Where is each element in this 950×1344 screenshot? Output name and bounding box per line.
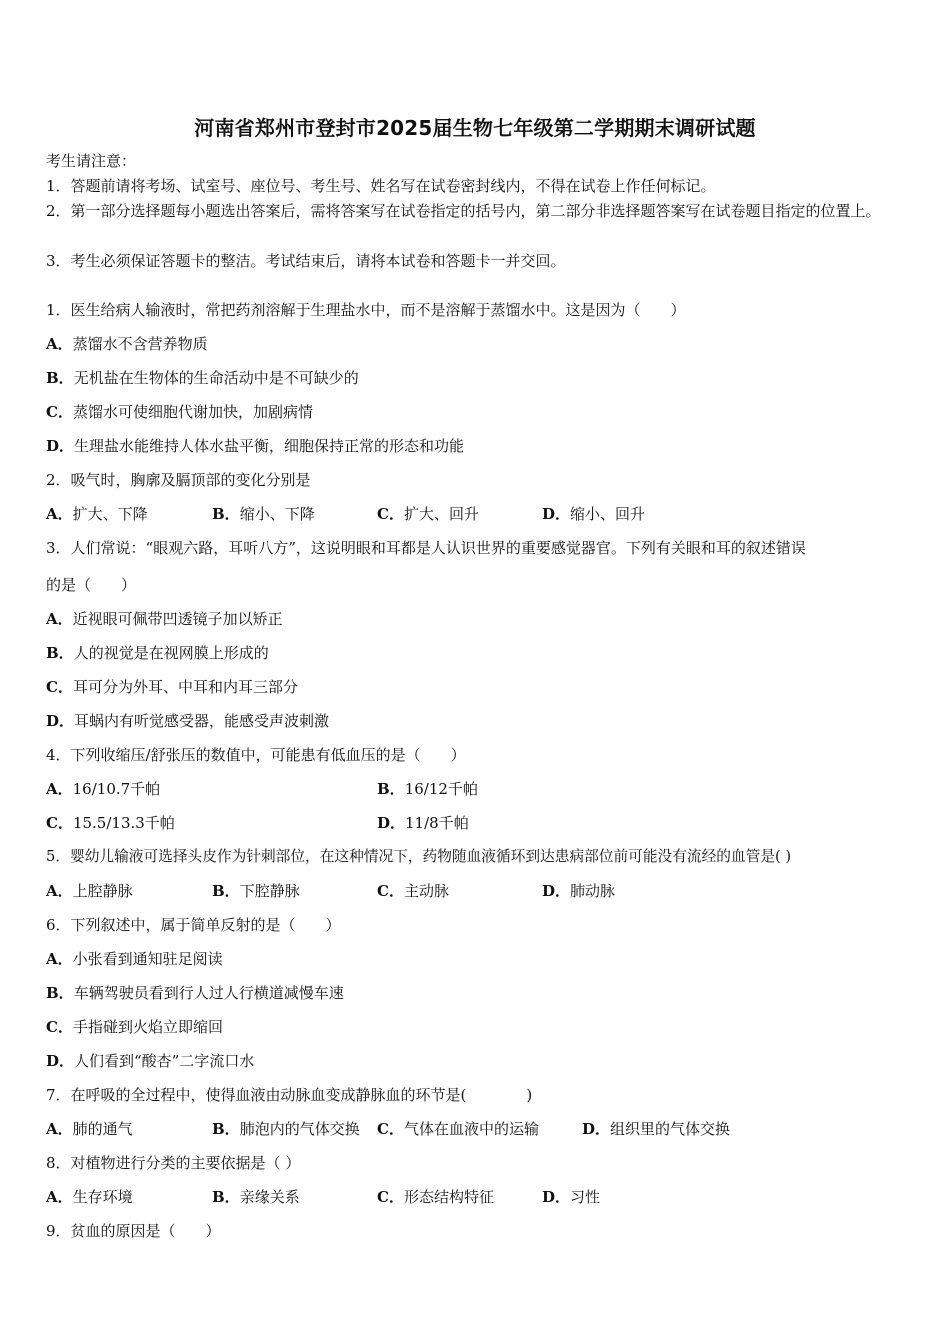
option-text: 扩大、回升: [403, 505, 479, 523]
option-label: A．: [46, 882, 73, 900]
option-text: 扩大、下降: [72, 505, 148, 523]
question-2-option-b: [212, 503, 315, 525]
option-text: 人们看到“酸杏”二字流口水: [74, 1052, 255, 1070]
option-label: B．: [46, 369, 74, 387]
option-label: C．: [377, 1120, 404, 1138]
option-text: 组织里的气体交换: [610, 1120, 731, 1138]
option-label: D．: [542, 505, 571, 523]
question-6-option-d: [46, 1050, 254, 1072]
option-text: 肺动脉: [570, 882, 616, 900]
option-label: B．: [212, 505, 240, 523]
question-4-option-a: [46, 778, 160, 800]
question-3-stem: 3．人们常说：“眼观六路，耳听八方”，这说明眼和耳都是人认识世界的重要感觉器官。下列有关眼和耳的叙述错误: [46, 539, 806, 557]
option-label: C．: [46, 1018, 73, 1036]
option-text: 无机盐在生物体的生命活动中是不可缺少的: [73, 369, 359, 387]
question-7-stem: 7．在呼吸的全过程中，使得血液由动脉血变成静脉血的环节是( ): [46, 1086, 533, 1104]
option-label: A．: [46, 1120, 73, 1138]
option-label: D．: [46, 437, 75, 455]
option-text: 亲缘关系: [239, 1188, 300, 1206]
option-text: 11/8千帕: [405, 814, 469, 832]
option-label: D．: [46, 712, 75, 730]
option-label: B．: [46, 984, 74, 1002]
option-text: 车辆驾驶员看到行人过人行横道减慢车速: [73, 984, 344, 1002]
question-5-option-a: [46, 880, 133, 902]
option-text: 16/10.7千帕: [72, 780, 161, 798]
option-text: 缩小、下降: [239, 505, 315, 523]
option-text: 近视眼可佩带凹透镜子加以矫正: [72, 610, 283, 628]
option-text: 主动脉: [403, 882, 449, 900]
option-text: 人的视觉是在视网膜上形成的: [73, 644, 269, 662]
question-4-option-b: [377, 778, 478, 800]
notice-item: 3．考生必须保证答题卡的整洁。考试结束后，请将本试卷和答题卡一并交回。: [46, 252, 566, 270]
option-text: 手指碰到火焰立即缩回: [72, 1018, 223, 1036]
question-3-stem-continued: 的是（ ）: [46, 576, 137, 594]
question-8-stem: 8．对植物进行分类的主要依据是（ ）: [46, 1154, 301, 1172]
option-text: 习性: [570, 1188, 601, 1206]
option-label: C．: [377, 505, 404, 523]
exam-title: 河南省郑州市登封市2025届生物七年级第二学期期末调研试题: [194, 116, 756, 140]
question-1-option-d: [46, 435, 464, 457]
question-6-option-c: [46, 1016, 223, 1038]
question-4-option-d: [377, 812, 469, 834]
option-label: B．: [212, 1120, 240, 1138]
option-label: B．: [212, 882, 240, 900]
option-text: 生理盐水能维持人体水盐平衡，细胞保持正常的形态和功能: [74, 437, 465, 455]
question-5-option-c: [377, 880, 449, 902]
option-text: 蒸馏水不含营养物质: [72, 335, 208, 353]
option-label: D．: [582, 1120, 611, 1138]
question-1-option-a: [46, 333, 208, 355]
question-6-option-a: [46, 948, 223, 970]
option-label: C．: [46, 678, 73, 696]
option-label: D．: [377, 814, 406, 832]
option-label: A．: [46, 610, 73, 628]
option-label: C．: [46, 814, 73, 832]
question-2-stem: 2．吸气时，胸廓及膈顶部的变化分别是: [46, 471, 311, 489]
option-text: 缩小、回升: [570, 505, 646, 523]
question-8-option-b: [212, 1186, 300, 1208]
option-label: B．: [377, 780, 405, 798]
option-text: 16/12千帕: [404, 780, 478, 798]
question-3-option-a: [46, 608, 283, 630]
option-label: C．: [46, 403, 73, 421]
question-7-option-a: [46, 1118, 133, 1140]
option-text: 蒸馏水可使细胞代谢加快，加剧病情: [72, 403, 313, 421]
question-7-option-c: [377, 1118, 539, 1140]
option-text: 生存环境: [72, 1188, 133, 1206]
question-7-option-b: [212, 1118, 360, 1140]
question-5-stem: 5．婴幼儿输液可选择头皮作为针刺部位，在这种情况下，药物随血液循环到达患病部位前可能没有流经的血管是( ): [46, 848, 792, 865]
question-4-option-c: [46, 812, 175, 834]
question-8-option-a: [46, 1186, 133, 1208]
option-label: D．: [542, 1188, 571, 1206]
option-label: B．: [46, 644, 74, 662]
question-8-option-c: [377, 1186, 494, 1208]
option-label: C．: [377, 882, 404, 900]
question-1-option-b: [46, 367, 359, 389]
question-3-option-c: [46, 676, 298, 698]
option-text: 肺泡内的气体交换: [239, 1120, 360, 1138]
question-9-stem: 9．贫血的原因是（ ）: [46, 1222, 221, 1240]
question-1-stem: 1．医生给病人输液时，常把药剂溶解于生理盐水中，而不是溶解于蒸馏水中。这是因为（ ）: [46, 301, 686, 319]
option-text: 15.5/13.3千帕: [72, 814, 175, 832]
question-3-option-b: [46, 642, 269, 664]
option-label: D．: [46, 1052, 75, 1070]
question-2-option-d: [542, 503, 645, 525]
option-text: 形态结构特征: [403, 1188, 494, 1206]
question-2-option-a: [46, 503, 148, 525]
option-text: 耳可分为外耳、中耳和内耳三部分: [72, 678, 298, 696]
option-text: 气体在血液中的运输: [403, 1120, 539, 1138]
option-label: B．: [212, 1188, 240, 1206]
notice-heading: 考生请注意：: [46, 152, 137, 170]
option-text: 小张看到通知驻足阅读: [72, 950, 223, 968]
option-label: D．: [542, 882, 571, 900]
question-6-option-b: [46, 982, 344, 1004]
option-text: 上腔静脉: [72, 882, 133, 900]
option-label: A．: [46, 505, 73, 523]
question-5-option-b: [212, 880, 300, 902]
option-text: 耳蜗内有听觉感受器，能感受声波刺激: [74, 712, 330, 730]
option-label: A．: [46, 950, 73, 968]
option-label: A．: [46, 335, 73, 353]
option-text: 下腔静脉: [239, 882, 300, 900]
question-8-option-d: [542, 1186, 600, 1208]
question-5-option-d: [542, 880, 615, 902]
question-3-option-d: [46, 710, 329, 732]
notice-item: 1．答题前请将考场、试室号、座位号、考生号、姓名写在试卷密封线内，不得在试卷上作任何标记。: [46, 177, 716, 195]
option-label: A．: [46, 1188, 73, 1206]
question-1-option-c: [46, 401, 313, 423]
question-6-stem: 6．下列叙述中，属于简单反射的是（ ）: [46, 916, 341, 934]
question-2-option-c: [377, 503, 479, 525]
question-7-option-d: [582, 1118, 730, 1140]
option-label: A．: [46, 780, 73, 798]
option-label: C．: [377, 1188, 404, 1206]
question-4-stem: 4．下列收缩压/舒张压的数值中，可能患有低血压的是（ ）: [46, 746, 466, 764]
option-text: 肺的通气: [72, 1120, 133, 1138]
notice-item: 2．第一部分选择题每小题选出答案后，需将答案写在试卷指定的括号内，第二部分非选择题答案写在试卷题目指定的位置上。: [46, 202, 881, 220]
